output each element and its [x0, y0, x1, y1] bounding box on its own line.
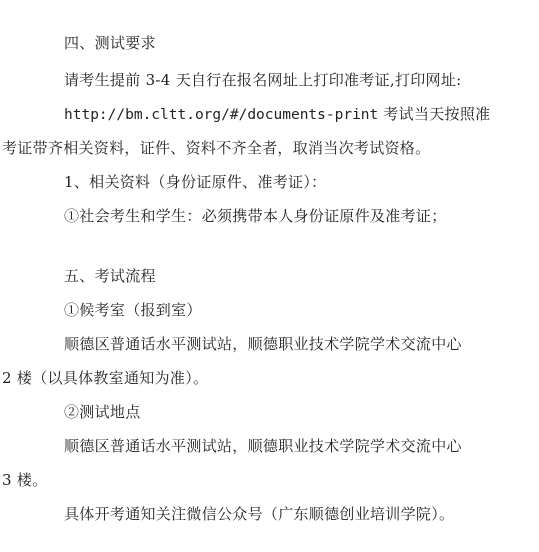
paragraph-line-url: [64, 104, 490, 125]
section-heading-test-requirements: 四、测试要求: [64, 34, 156, 52]
list-item-related-documents: 1、相关资料（身份证原件、准考证）：: [64, 173, 327, 191]
print-url-link[interactable]: http://bm.cltt.org/#/documents-print: [64, 107, 379, 123]
paragraph-line-documents-warning: 考证带齐相关资料，证件、资料不齐全者，取消当次考试资格。: [2, 139, 431, 157]
paragraph-line-print-ticket: 请考生提前 3-4 天自行在报名网址上打印准考证,打印网址:: [64, 71, 462, 89]
paragraph-line-waiting-location: 顺德区普通话水平测试站，顺德职业技术学院学术交流中心: [64, 335, 462, 353]
paragraph-line-waiting-floor: 2 楼（以具体教室通知为准）。: [2, 369, 209, 387]
section-heading-exam-process: 五、考试流程: [64, 267, 156, 285]
paragraph-line-test-floor: 3 楼。: [2, 471, 48, 489]
list-item-social-candidates: ①社会考生和学生：必须携带本人身份证原件及准考证；: [64, 207, 447, 225]
paragraph-line-test-location: 顺德区普通话水平测试站，顺德职业技术学院学术交流中心: [64, 437, 462, 455]
url-line-tail: 考试当天按照准: [378, 105, 491, 123]
paragraph-line-wechat-notice: 具体开考通知关注微信公众号（广东顺德创业培训学院）。: [64, 505, 455, 523]
list-item-waiting-room: ①候考室（报到室）: [64, 301, 202, 319]
list-item-test-location: ②测试地点: [64, 403, 141, 421]
